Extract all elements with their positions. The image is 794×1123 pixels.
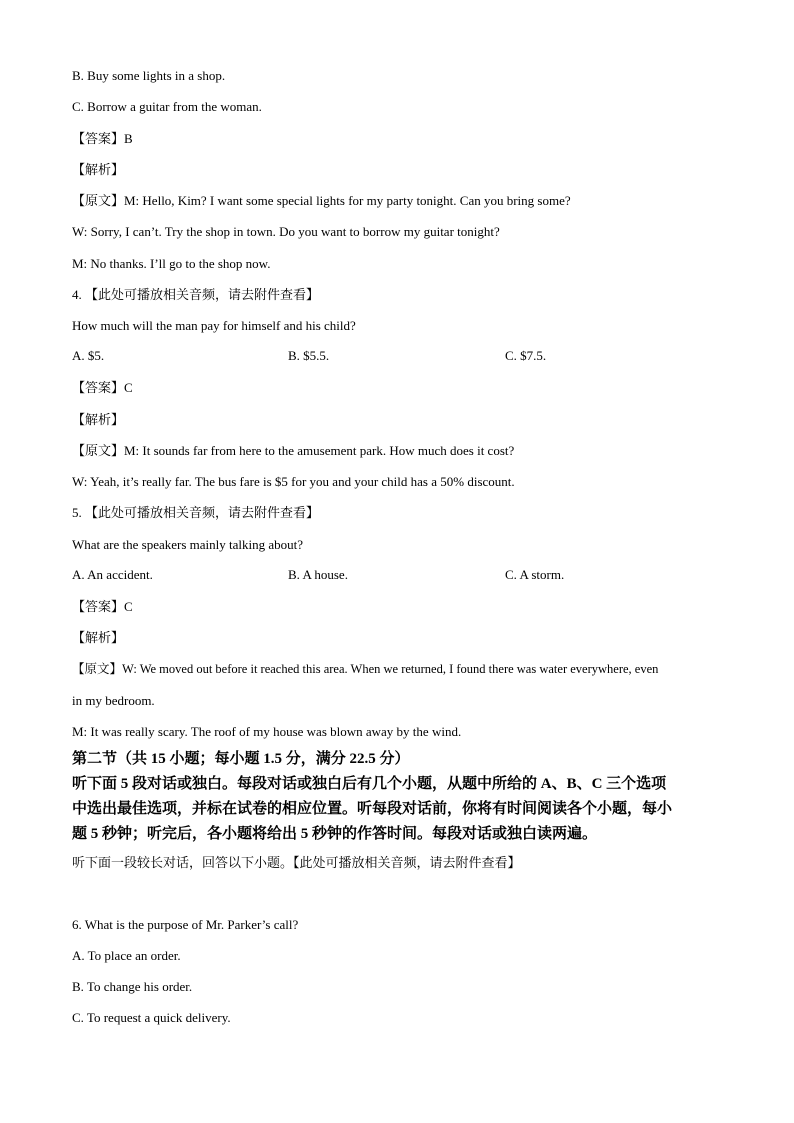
q5-option-b: B. A house. [288,567,348,582]
section-2-instruction-3: 题 5 秒钟；听完后，各小题将给出 5 秒钟的作答时间。每段对话或独白读两遍。 [72,826,598,842]
q5-audio-note: 5. 【此处可播放相关音频，请去附件查看】 [72,505,320,520]
q4-option-a: A. $5. [72,348,105,363]
q4-transcript-line-1: 【原文】M: It sounds far from here to the amusement park. How much does it cost? [72,443,515,458]
q4-option-b: B. $5.5. [288,348,330,363]
q6-option-a: A. To place an order. [72,948,181,963]
q5-transcript-line-2: in my bedroom. [72,693,155,708]
q5-transcript-line-3: M: It was really scary. The roof of my house was blown away by the wind. [72,724,462,739]
q3-transcript-line-2: W: Sorry, I can’t. Try the shop in town. Do you want to borrow my guitar tonight? [72,224,500,239]
q3-analysis-label: 【解析】 [72,162,125,177]
section-2-listen-note: 听下面一段较长对话，回答以下小题。【此处可播放相关音频，请去附件查看】 [72,855,521,870]
q6-option-b: B. To change his order. [72,979,193,994]
q5-transcript-line-1: 【原文】W: We moved out before it reached this area. When we returned, I found there was water everywhere, even [72,662,659,676]
q4-option-c: C. $7.5. [505,348,547,363]
q3-option-b: B. Buy some lights in a shop. [72,68,226,83]
q6-question: 6. What is the purpose of Mr. Parker’s call? [72,917,299,932]
q5-analysis-label: 【解析】 [72,630,125,645]
q4-audio-note: 4. 【此处可播放相关音频，请去附件查看】 [72,287,320,302]
q4-answer: 【答案】C [72,380,133,395]
q5-option-a: A. An accident. [72,567,153,582]
q3-transcript-line-3: M: No thanks. I’ll go to the shop now. [72,256,271,271]
section-2-instruction-1: 听下面 5 段对话或独白。每段对话或独白后有几个小题，从题中所给的 A、B、C 三个选项 [72,776,667,792]
section-2-instruction-2: 中选出最佳选项，并标在试卷的相应位置。听每段对话前，你将有时间阅读各个小题，每小 [72,801,673,817]
section-2-heading: 第二节（共 15 小题；每小题 1.5 分，满分 22.5 分） [72,751,410,767]
q3-transcript-line-1: 【原文】M: Hello, Kim? I want some special lights for my party tonight. Can you bring some? [72,193,571,208]
q5-option-c: C. A storm. [505,567,565,582]
q5-question: What are the speakers mainly talking about? [72,537,304,552]
q4-transcript-line-2: W: Yeah, it’s really far. The bus fare is $5 for you and your child has a 50% discount. [72,474,515,489]
q5-answer: 【答案】C [72,599,133,614]
q4-analysis-label: 【解析】 [72,412,125,427]
q6-option-c: C. To request a quick delivery. [72,1010,231,1025]
q3-option-c: C. Borrow a guitar from the woman. [72,99,262,114]
q3-answer: 【答案】B [72,131,133,146]
q4-question: How much will the man pay for himself and his child? [72,318,356,333]
